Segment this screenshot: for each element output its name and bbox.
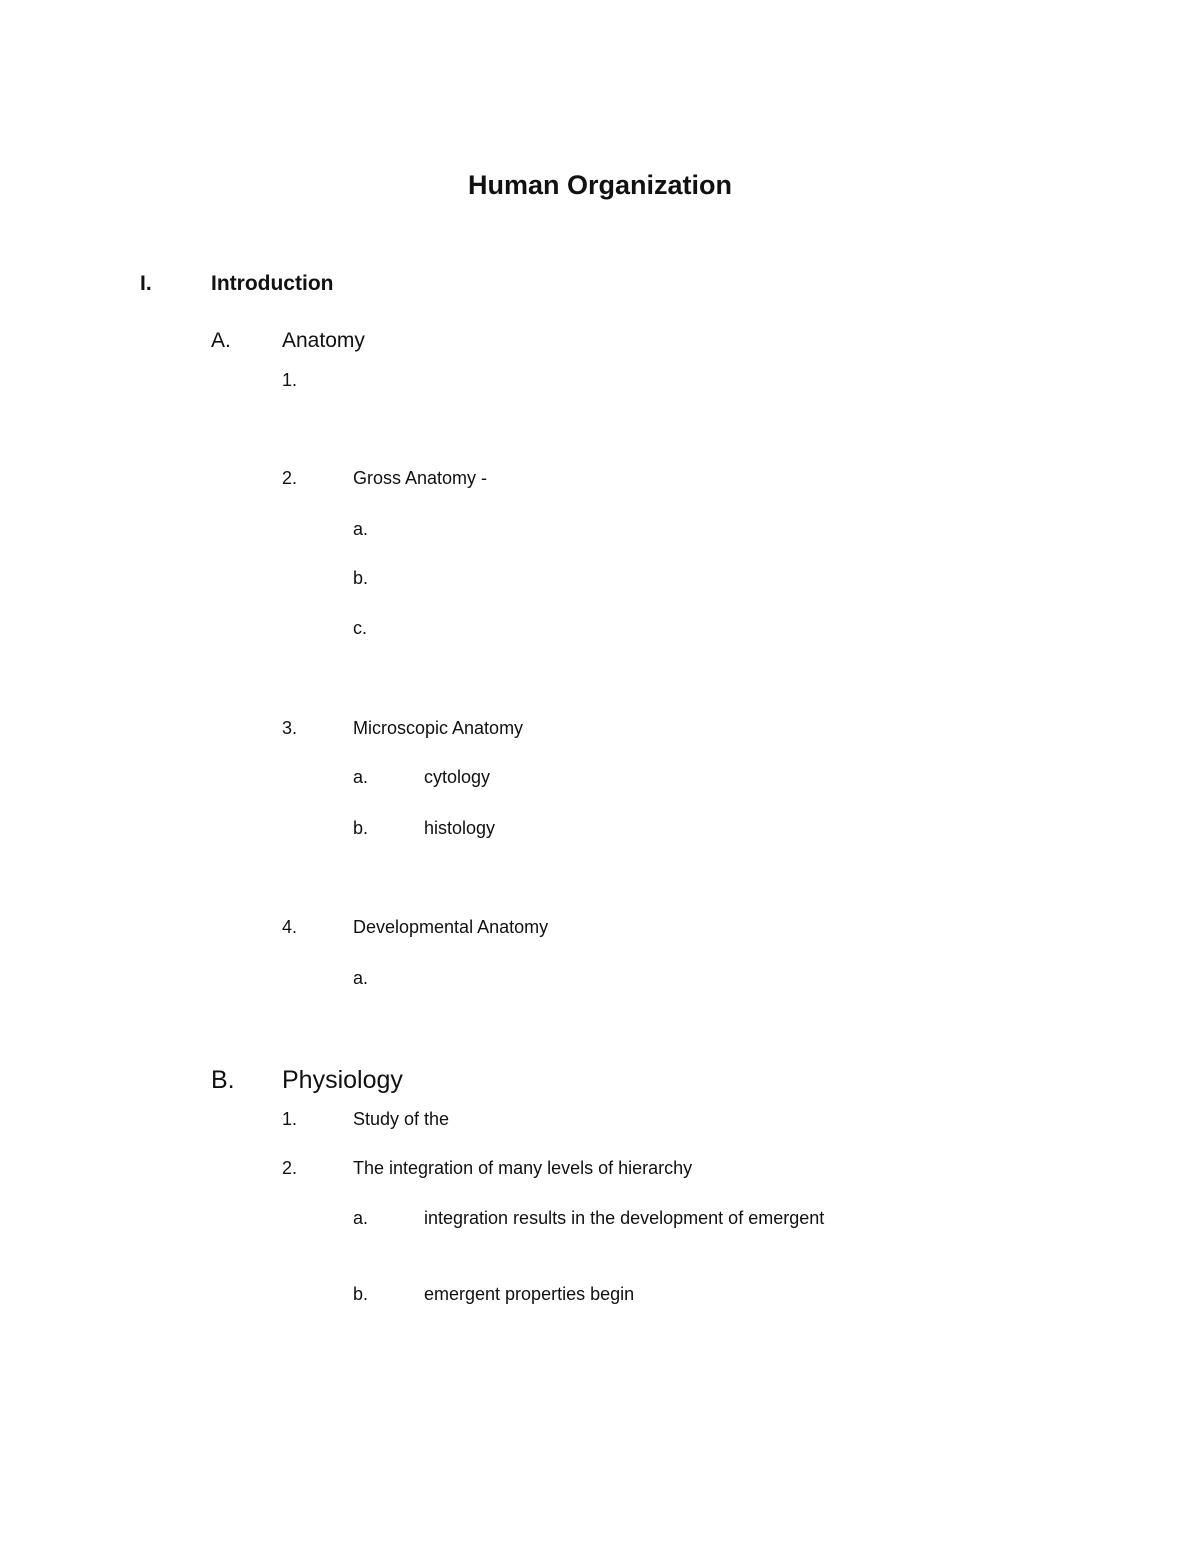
subitem-marker: b. <box>353 818 369 838</box>
subsection-heading: Anatomy <box>282 329 365 352</box>
item-marker: 1. <box>282 370 298 390</box>
item-text: The integration of many levels of hierarchy <box>353 1158 693 1178</box>
subitem-text: integration results in the development of emergent <box>424 1208 825 1228</box>
subitem-marker: b. <box>353 568 369 588</box>
subitem-marker: a. <box>353 767 369 787</box>
subsection-marker: B. <box>211 1066 235 1094</box>
subitem-marker: a. <box>353 968 369 988</box>
section-heading: Introduction <box>211 272 334 295</box>
subitem-marker: c. <box>353 618 368 638</box>
item-marker: 4. <box>282 917 298 937</box>
subitem-marker: a. <box>353 1208 369 1228</box>
subitem-marker: a. <box>353 519 369 539</box>
item-marker: 3. <box>282 718 298 738</box>
item-marker: 1. <box>282 1109 298 1129</box>
subitem-marker: b. <box>353 1284 369 1304</box>
item-marker: 2. <box>282 468 298 488</box>
subitem-text: histology <box>424 818 496 838</box>
section-marker: I. <box>140 272 152 295</box>
subitem-text: cytology <box>424 767 491 787</box>
item-text: Gross Anatomy - <box>353 468 488 488</box>
document-title: Human Organization <box>467 170 732 200</box>
subsection-marker: A. <box>211 329 231 352</box>
subsection-heading: Physiology <box>282 1066 403 1094</box>
item-text: Developmental Anatomy <box>353 917 549 937</box>
item-text: Study of the <box>353 1109 450 1129</box>
item-marker: 2. <box>282 1158 298 1178</box>
subitem-text: emergent properties begin <box>424 1284 635 1304</box>
item-text: Microscopic Anatomy <box>353 718 524 738</box>
